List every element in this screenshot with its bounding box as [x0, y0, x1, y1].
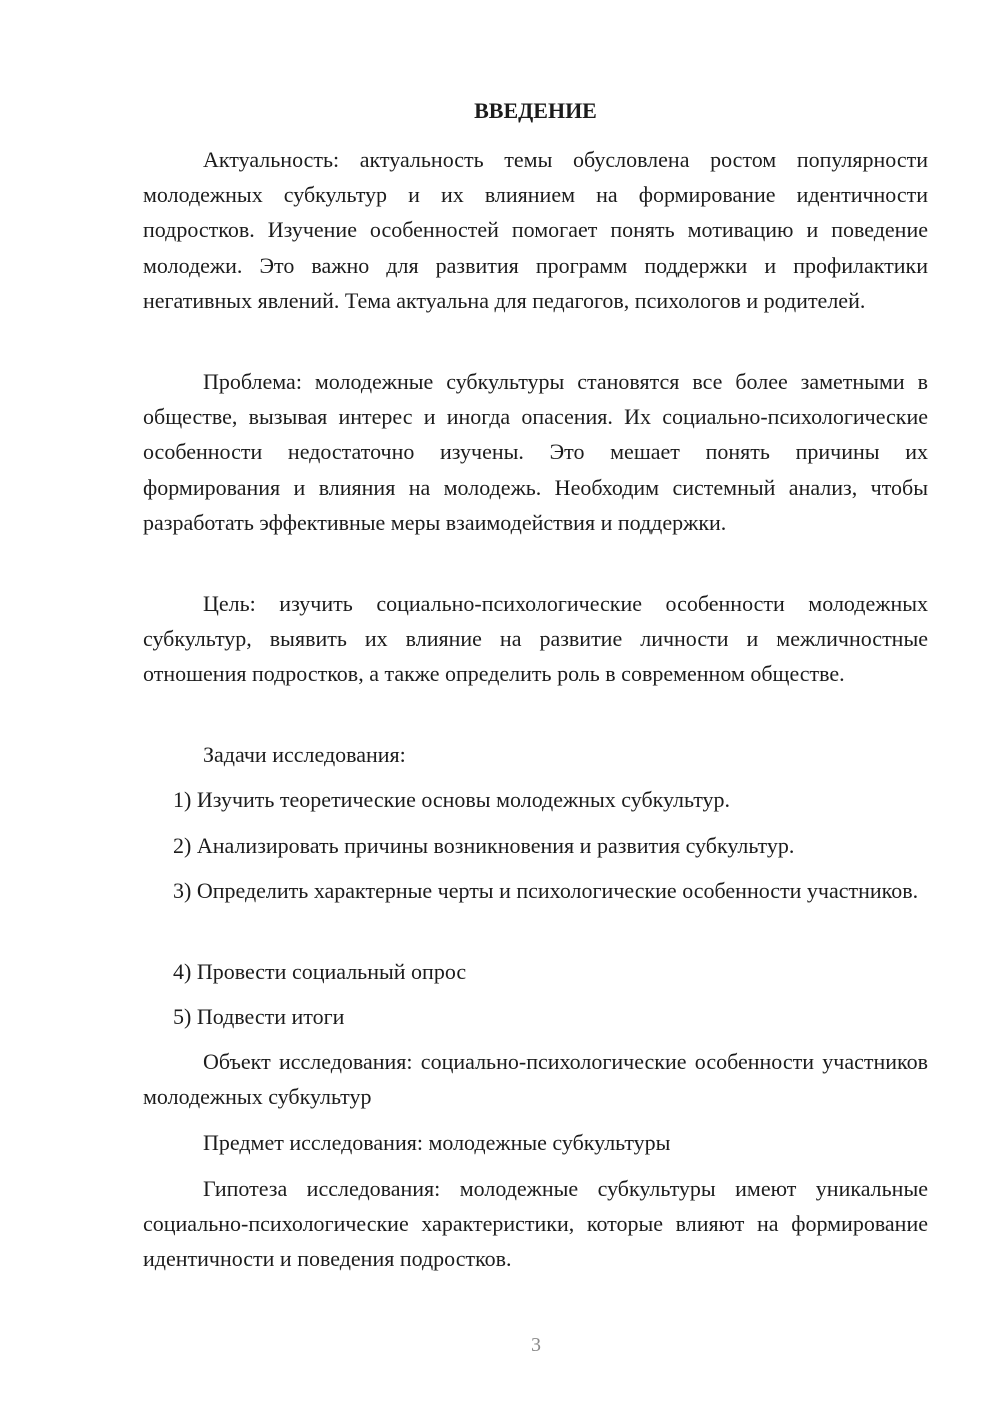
task-item-1: 1) Изучить теоретические основы молодежных субкультур. [173, 787, 731, 812]
task-item-5: 5) Подвести итоги [173, 1004, 345, 1029]
problem-paragraph: Проблема: молодежные субкультуры становятся все более заметными в обществе, вызывая интерес и иногда опасения. Их социально-психологические особенности недостаточно изучены. Это мешает понять причины их формирования и влияния на молодежь. Необходим системный анализ, чтобы разработать эффективные меры взаимодействия и поддержки. [143, 369, 928, 535]
task-item-2: 2) Анализировать причины возникновения и развития субкультур. [173, 833, 795, 858]
section-heading: ВВЕДЕНИЕ [474, 98, 597, 123]
task-item-3: 3) Определить характерные черты и психологические особенности участников. [173, 878, 919, 903]
goal-paragraph: Цель: изучить социально-психологические особенности молодежных субкультур, выявить их влияние на развитие личности и межличностные отношения подростков, а также определить роль в современном обществе. [143, 591, 928, 687]
subject-paragraph: Предмет исследования: молодежные субкультуры [203, 1130, 671, 1155]
hypothesis-paragraph: Гипотеза исследования: молодежные субкультуры имеют уникальные социально-психологические характеристики, которые влияют на формирование идентичности и поведения подростков. [143, 1176, 928, 1272]
page-number: 3 [531, 1334, 541, 1356]
object-paragraph: Объект исследования: социально-психологические особенности участников молодежных субкультур [143, 1049, 928, 1110]
task-item-4: 4) Провести социальный опрос [173, 959, 467, 984]
relevance-paragraph: Актуальность: актуальность темы обусловлена ростом популярности молодежных субкультур и их влиянием на формирование идентичности подростков. Изучение особенностей помогает понять мотивацию и поведение молодежи. Это важно для развития программ поддержки и профилактики негативных явлений. Тема актуальна для педагогов, психологов и родителей. [143, 147, 928, 313]
tasks-heading: Задачи исследования: [203, 742, 406, 767]
